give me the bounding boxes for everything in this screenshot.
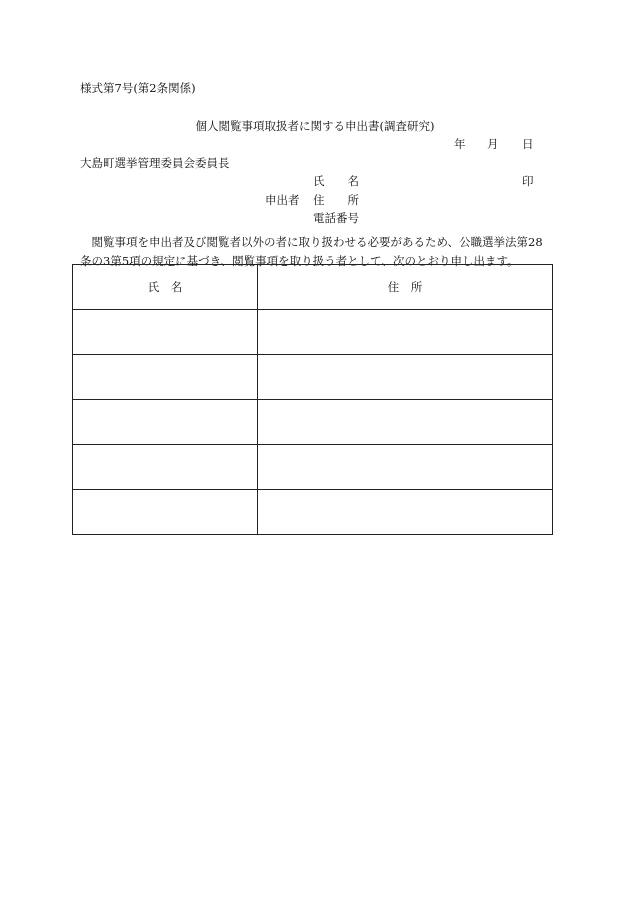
address-cell[interactable] [258, 355, 553, 400]
table-header-row [73, 265, 553, 310]
applicant-phone-label: 電話番号 [313, 211, 359, 225]
table-row [73, 490, 553, 535]
table-row [73, 355, 553, 400]
document-title: 個人閲覧事項取扱者に関する申出書(調査研究) [195, 119, 435, 133]
table-row [73, 400, 553, 445]
applicant-label: 申出者 [265, 193, 300, 207]
recipient: 大島町選挙管理委員会委員長 [80, 156, 230, 170]
address-cell[interactable] [258, 445, 553, 490]
name-cell[interactable] [73, 445, 258, 490]
date-year-label: 年 [454, 137, 466, 151]
name-column-header: 氏 名 [73, 265, 258, 310]
table-row [73, 445, 553, 490]
table-row [73, 310, 553, 355]
name-cell[interactable] [73, 355, 258, 400]
date-month-label: 月 [487, 137, 499, 151]
address-cell[interactable] [258, 400, 553, 445]
address-cell[interactable] [258, 490, 553, 535]
name-cell[interactable] [73, 310, 258, 355]
form-number: 様式第7号(第2条関係) [80, 81, 196, 95]
declaration-line-1: 閲覧事項を申出者及び閲覧者以外の者に取り扱わせる必要があるため、公職選挙法第28 [80, 235, 543, 249]
declaration-line-2: 条の3第5項の規定に基づき、閲覧事項を取り扱う者として、次のとおり申し出ます。 [80, 254, 519, 268]
handlers-table [72, 264, 553, 535]
seal-mark: 印 [522, 174, 534, 188]
applicant-name-label: 氏 名 [313, 174, 359, 188]
applicant-address-label: 住 所 [313, 193, 359, 207]
name-cell[interactable] [73, 400, 258, 445]
date-day-label: 日 [522, 137, 534, 151]
name-cell[interactable] [73, 490, 258, 535]
address-cell[interactable] [258, 310, 553, 355]
address-column-header: 住 所 [258, 265, 553, 310]
